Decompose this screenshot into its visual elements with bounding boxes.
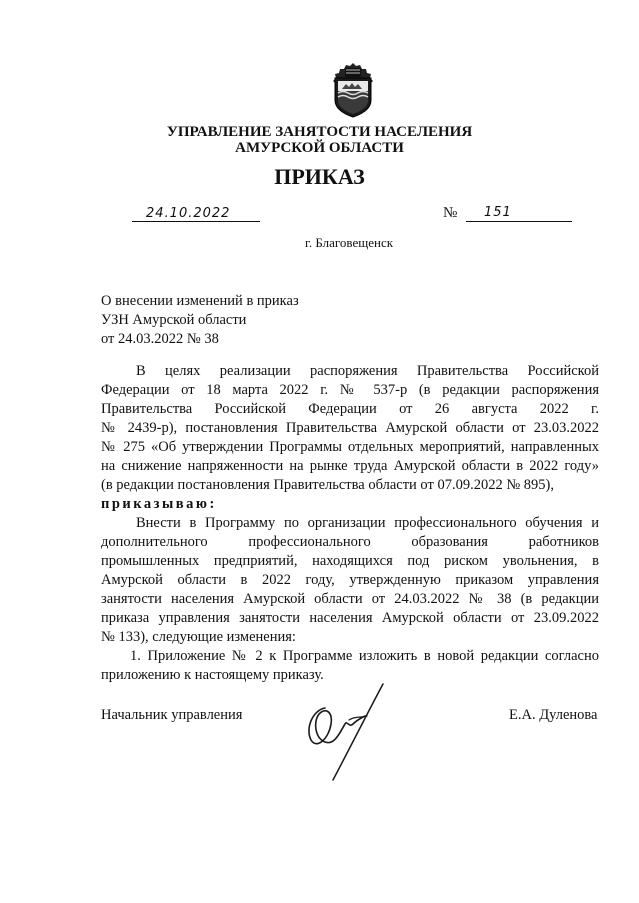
city-name: г. Благовещенск — [305, 235, 394, 250]
order-date: 24.10.2022 — [146, 206, 231, 221]
order-number: 151 — [484, 205, 512, 220]
body-line: дополнительного профессионального образования работников — [101, 534, 599, 550]
number-underline — [466, 221, 572, 222]
body-line: Внести в Программу по организации профессионального обучения и — [136, 515, 599, 531]
number-sign: № — [443, 205, 458, 221]
preamble-line: (в редакции постановления Правительства области от 07.09.2022 № 895), — [101, 477, 554, 493]
preamble-line: В целях реализации распоряжения Правительства Российской — [136, 363, 599, 379]
handwritten-signature — [295, 680, 395, 790]
subject-line: О внесении изменений в приказ — [101, 293, 299, 309]
subject-line: УЗН Амурской области — [101, 312, 247, 328]
subject-line: от 24.03.2022 № 38 — [101, 331, 219, 347]
organization-name-line-2: АМУРСКОЙ ОБЛАСТИ — [235, 140, 404, 156]
document-title: ПРИКАЗ — [274, 164, 365, 189]
body-line: № 133), следующие изменения: — [101, 629, 296, 645]
coat-of-arms-emblem — [328, 62, 378, 118]
preamble-line: Федерации от 18 марта 2022 г. № 537-р (в редакции распоряжения — [101, 382, 599, 398]
organization-name-line-1: УПРАВЛЕНИЕ ЗАНЯТОСТИ НАСЕЛЕНИЯ — [166, 124, 473, 140]
preamble-line: № 275 «Об утверждении Программы отдельных мероприятий, направленных — [101, 439, 599, 455]
preamble-line: на снижение напряженности на рынке труда Амурской области в 2022 году» — [101, 458, 599, 474]
item-line: 1. Приложение № 2 к Программе изложить в новой редакции согласно — [130, 648, 599, 664]
date-underline — [132, 221, 260, 222]
body-line: занятости населения Амурской области от 24.03.2022 № 38 (в редакции — [101, 591, 599, 607]
body-line: приказа управления занятости населения Амурской области от 23.09.2022 — [101, 610, 599, 626]
signatory-position: Начальник управления — [101, 707, 243, 723]
order-word: приказываю: — [101, 496, 217, 512]
signatory-name: Е.А. Дуленова — [509, 707, 598, 723]
body-line: Амурской области в 2022 году, утвержденную приказом управления — [101, 572, 599, 588]
item-line: приложению к настоящему приказу. — [101, 667, 324, 683]
preamble-line: № 2439-р), постановления Правительства Амурской области от 23.03.2022 — [101, 420, 599, 436]
preamble-line: Правительства Российской Федерации от 26 августа 2022 г. — [101, 401, 599, 417]
body-line: промышленных предприятий, находящихся под риском увольнения, в — [101, 553, 599, 569]
